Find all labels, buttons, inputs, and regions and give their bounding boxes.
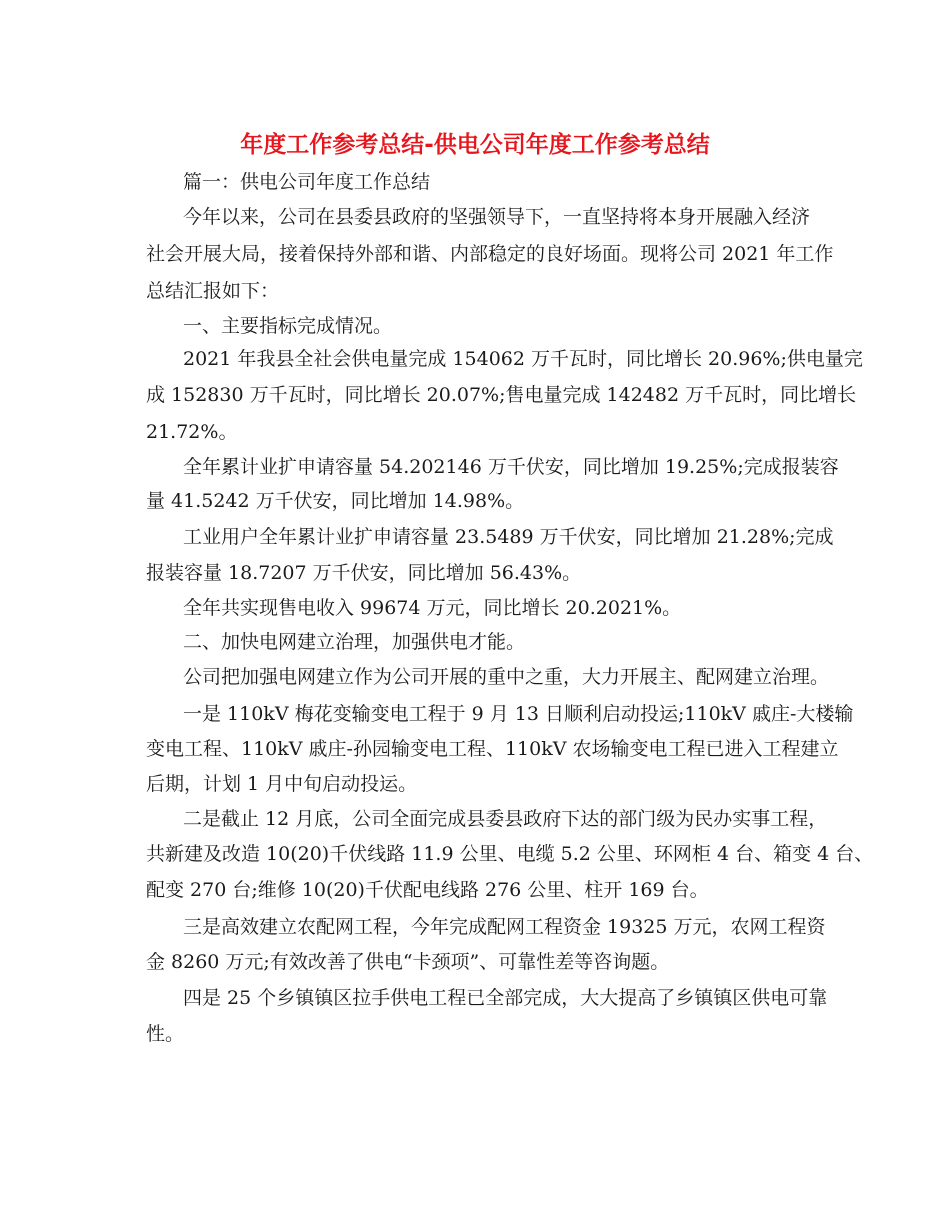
paragraph-line: 全年共实现售电收入 99674 万元，同比增长 20.2021%。 [183,597,682,619]
paragraph-line: 四是 25 个乡镇镇区拉手供电工程已全部完成，大大提高了乡镇镇区供电可靠 [183,987,828,1009]
paragraph-line: 社会开展大局，接着保持外部和谐、内部稳定的良好场面。现将公司 2021 年工作 [146,243,834,265]
paragraph-line: 量 41.5242 万千伏安，同比增加 14.98%。 [146,490,525,512]
document-title: 年度工作参考总结-供电公司年度工作参考总结 [240,132,710,158]
paragraph-line: 总结汇报如下： [146,280,280,302]
paragraph-line: 成 152830 万千瓦时，同比增长 20.07%;售电量完成 142482 万千瓦时，同比增长 [146,384,857,406]
paragraph-line: 三是高效建立农配网工程，今年完成配网工程资金 19325 万元，农网工程资 [183,916,826,938]
paragraph-line: 工业用户全年累计业扩申请容量 23.5489 万千伏安，同比增加 21.28%;完成 [183,526,834,548]
paragraph-line: 共新建及改造 10(20)千伏线路 11.9 公里、电缆 5.2 公里、环网柜 4 台、箱变 4 台、 [146,843,874,865]
paragraph-line: 21.72%。 [146,421,238,443]
section-heading: 篇一：供电公司年度工作总结 [183,171,431,193]
paragraph-line: 一是 110kV 梅花变输变电工程于 9 月 13 日顺利启动投运;110kV 戚庄-大楼输 [183,703,854,725]
section-heading: 一、主要指标完成情况。 [183,315,393,337]
paragraph-line: 配变 270 台;维修 10(20)千伏配电线路 276 公里、柱开 169 台。 [146,879,709,901]
paragraph-line: 性。 [146,1023,185,1045]
paragraph-line: 后期，计划 1 月中旬启动投运。 [146,773,418,795]
paragraph-line: 变电工程、110kV 戚庄-孙园输变电工程、110kV 农场输变电工程已进入工程建立 [146,738,839,760]
paragraph-line: 2021 年我县全社会供电量完成 154062 万千瓦时，同比增长 20.96%;供电量完 [183,348,863,370]
paragraph-line: 报装容量 18.7207 万千伏安，同比增加 56.43%。 [146,562,582,584]
section-heading: 二、加快电网建立治理，加强供电才能。 [183,631,526,653]
paragraph-line: 金 8260 万元;有效改善了供电“卡颈项”、可靠性差等咨询题。 [146,951,670,973]
paragraph-line: 今年以来，公司在县委县政府的坚强领导下，一直坚持将本身开展融入经济 [183,206,811,228]
paragraph-line: 公司把加强电网建立作为公司开展的重中之重，大力开展主、配网建立治理。 [183,666,830,688]
paragraph-line: 二是截止 12 月底，公司全面完成县委县政府下达的部门级为民办实事工程， [183,808,828,830]
paragraph-line: 全年累计业扩申请容量 54.202146 万千伏安，同比增加 19.25%;完成报装容 [183,456,839,478]
